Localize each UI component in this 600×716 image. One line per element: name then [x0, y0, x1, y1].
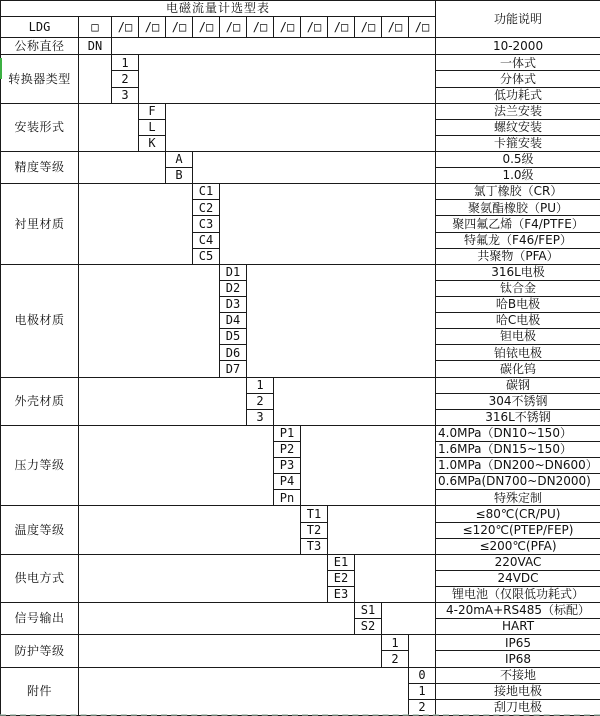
- span-cell: [355, 554, 436, 602]
- span-cell: [112, 38, 436, 55]
- span-cell: [79, 603, 355, 635]
- code-cell: C3: [193, 216, 220, 232]
- code-cell: C2: [193, 200, 220, 216]
- model-slot-cell: /□: [355, 17, 382, 38]
- span-cell: [409, 635, 436, 667]
- option-row: [1, 55, 600, 71]
- desc-cell: 1.0MPa（DN200~DN600）: [436, 458, 600, 474]
- code-cell: T2: [301, 522, 328, 538]
- desc-cell: 304不锈钢: [436, 393, 600, 409]
- code-cell: D5: [220, 329, 247, 345]
- code-cell: 1: [112, 55, 139, 71]
- code-cell: 1: [247, 377, 274, 393]
- code-cell: T1: [301, 506, 328, 522]
- desc-cell: 24VDC: [436, 570, 600, 586]
- model-slot-cell: /□: [274, 17, 301, 38]
- desc-cell: 卡箍安装: [436, 135, 600, 151]
- desc-cell: IP65: [436, 635, 600, 651]
- option-row: [1, 506, 600, 522]
- option-row: [1, 425, 600, 441]
- code-cell: 2: [112, 71, 139, 87]
- desc-cell: 特殊定制: [436, 490, 600, 506]
- desc-cell: 锂电池（仅限低功耗式）: [436, 586, 600, 602]
- span-cell: [79, 667, 409, 715]
- model-slot-cell: /□: [301, 17, 328, 38]
- code-cell: C4: [193, 232, 220, 248]
- code-cell: E1: [328, 554, 355, 570]
- desc-cell: 哈C电极: [436, 313, 600, 329]
- function-column-header: 功能说明: [436, 1, 600, 38]
- desc-cell: 220VAC: [436, 554, 600, 570]
- desc-cell: 碳钢: [436, 377, 600, 393]
- code-cell: D6: [220, 345, 247, 361]
- option-row: [1, 152, 600, 168]
- code-cell: S1: [355, 603, 382, 619]
- option-row: [1, 264, 600, 280]
- span-cell: [382, 603, 436, 635]
- desc-cell: 接地电极: [436, 683, 600, 699]
- span-cell: [247, 264, 436, 377]
- code-cell: F: [139, 103, 166, 119]
- code-cell: C5: [193, 248, 220, 264]
- option-row: [1, 635, 600, 651]
- desc-cell: 碳化钨: [436, 361, 600, 377]
- desc-cell: HART: [436, 619, 600, 635]
- option-row: [1, 184, 600, 200]
- span-cell: [79, 554, 328, 602]
- code-cell: P2: [274, 441, 301, 457]
- desc-cell: 4-20mA+RS485（标配）: [436, 603, 600, 619]
- model-slot-cell: /□: [382, 17, 409, 38]
- code-cell: S2: [355, 619, 382, 635]
- category-label: 电极材质: [1, 264, 79, 377]
- code-cell: P1: [274, 425, 301, 441]
- code-cell: P4: [274, 474, 301, 490]
- desc-cell: 0.5级: [436, 152, 600, 168]
- code-cell: E3: [328, 586, 355, 602]
- category-label: 外壳材质: [1, 377, 79, 425]
- table-title: 电磁流量计选型表: [1, 1, 436, 17]
- code-cell: 1: [409, 683, 436, 699]
- desc-cell: 4.0MPa（DN10~150）: [436, 425, 600, 441]
- model-slot-cell: /□: [112, 17, 139, 38]
- desc-cell: 316L不锈钢: [436, 409, 600, 425]
- model-slot-cell: /□: [193, 17, 220, 38]
- category-label: 防护等级: [1, 635, 79, 667]
- left-edge-green-artifact: [0, 58, 2, 79]
- desc-cell: 一体式: [436, 55, 600, 71]
- model-slot-cell: /□: [247, 17, 274, 38]
- span-cell: [301, 425, 436, 506]
- category-label: 压力等级: [1, 425, 79, 506]
- category-label: 附件: [1, 667, 79, 715]
- span-cell: [274, 377, 436, 425]
- span-cell: [79, 55, 112, 103]
- code-cell: T3: [301, 538, 328, 554]
- desc-cell: 螺纹安装: [436, 119, 600, 135]
- span-cell: [220, 184, 436, 265]
- desc-cell: IP68: [436, 651, 600, 667]
- category-label: 温度等级: [1, 506, 79, 554]
- dn-row: [1, 38, 600, 55]
- desc-cell: 铂铱电极: [436, 345, 600, 361]
- desc-cell: 10-2000: [436, 38, 600, 55]
- code-cell: 3: [247, 409, 274, 425]
- span-cell: [79, 635, 382, 667]
- desc-cell: ≤200℃(PFA): [436, 538, 600, 554]
- desc-cell: 刮刀电极: [436, 699, 600, 715]
- desc-cell: 聚氨酯橡胶（PU）: [436, 200, 600, 216]
- span-cell: [79, 184, 193, 265]
- span-cell: [328, 506, 436, 554]
- title-row: [1, 1, 600, 17]
- desc-cell: 氯丁橡胶（CR）: [436, 184, 600, 200]
- code-cell: E2: [328, 570, 355, 586]
- desc-cell: 钽电极: [436, 329, 600, 345]
- desc-cell: 不接地: [436, 667, 600, 683]
- desc-cell: 1.6MPa（DN15~150）: [436, 441, 600, 457]
- category-label: 公称直径: [1, 38, 79, 55]
- span-cell: [79, 264, 220, 377]
- span-cell: [79, 152, 166, 184]
- desc-cell: 316L电极: [436, 264, 600, 280]
- span-cell: [79, 377, 247, 425]
- desc-cell: ≤120℃(PTEP/FEP): [436, 522, 600, 538]
- code-cell: 2: [382, 651, 409, 667]
- code-cell: A: [166, 152, 193, 168]
- model-slot-cell: /□: [220, 17, 247, 38]
- option-row: [1, 103, 600, 119]
- category-label: 衬里材质: [1, 184, 79, 265]
- code-cell: D1: [220, 264, 247, 280]
- code-cell: 0: [409, 667, 436, 683]
- code-cell: 1: [382, 635, 409, 651]
- code-cell: K: [139, 135, 166, 151]
- span-cell: [79, 103, 139, 151]
- category-label: 信号输出: [1, 603, 79, 635]
- model-box-cell: □: [79, 17, 112, 38]
- model-slot-cell: /□: [328, 17, 355, 38]
- category-label: 转换器类型: [1, 55, 79, 103]
- option-row: [1, 603, 600, 619]
- option-row: [1, 377, 600, 393]
- desc-cell: 共聚物（PFA）: [436, 248, 600, 264]
- desc-cell: 聚四氟乙烯（F4/PTFE）: [436, 216, 600, 232]
- code-cell: D2: [220, 280, 247, 296]
- option-row: [1, 667, 600, 683]
- desc-cell: 法兰安装: [436, 103, 600, 119]
- span-cell: [79, 425, 274, 506]
- span-cell: [193, 152, 436, 184]
- model-slot-cell: /□: [139, 17, 166, 38]
- category-label: 精度等级: [1, 152, 79, 184]
- code-cell: 2: [409, 699, 436, 715]
- model-slot-cell: /□: [409, 17, 436, 38]
- category-label: 安装形式: [1, 103, 79, 151]
- desc-cell: 特氟龙（F46/FEP）: [436, 232, 600, 248]
- category-label: 供电方式: [1, 554, 79, 602]
- option-row: [1, 554, 600, 570]
- code-cell: L: [139, 119, 166, 135]
- span-cell: [166, 103, 436, 151]
- code-cell: 2: [247, 393, 274, 409]
- desc-cell: 0.6MPa(DN700~DN2000): [436, 474, 600, 490]
- desc-cell: ≤80℃(CR/PU): [436, 506, 600, 522]
- code-cell: 3: [112, 87, 139, 103]
- code-cell: D7: [220, 361, 247, 377]
- span-cell: [79, 506, 301, 554]
- desc-cell: 钛合金: [436, 280, 600, 296]
- desc-cell: 1.0级: [436, 168, 600, 184]
- code-cell: D4: [220, 313, 247, 329]
- desc-cell: 分体式: [436, 71, 600, 87]
- desc-cell: 哈B电极: [436, 297, 600, 313]
- code-cell: Pn: [274, 490, 301, 506]
- code-cell: D3: [220, 297, 247, 313]
- desc-cell: 低功耗式: [436, 87, 600, 103]
- span-cell: [139, 55, 436, 103]
- code-cell: P3: [274, 458, 301, 474]
- model-slot-cell: /□: [166, 17, 193, 38]
- model-prefix: LDG: [1, 17, 79, 38]
- code-cell: C1: [193, 184, 220, 200]
- code-cell: B: [166, 168, 193, 184]
- code-cell: DN: [79, 38, 112, 55]
